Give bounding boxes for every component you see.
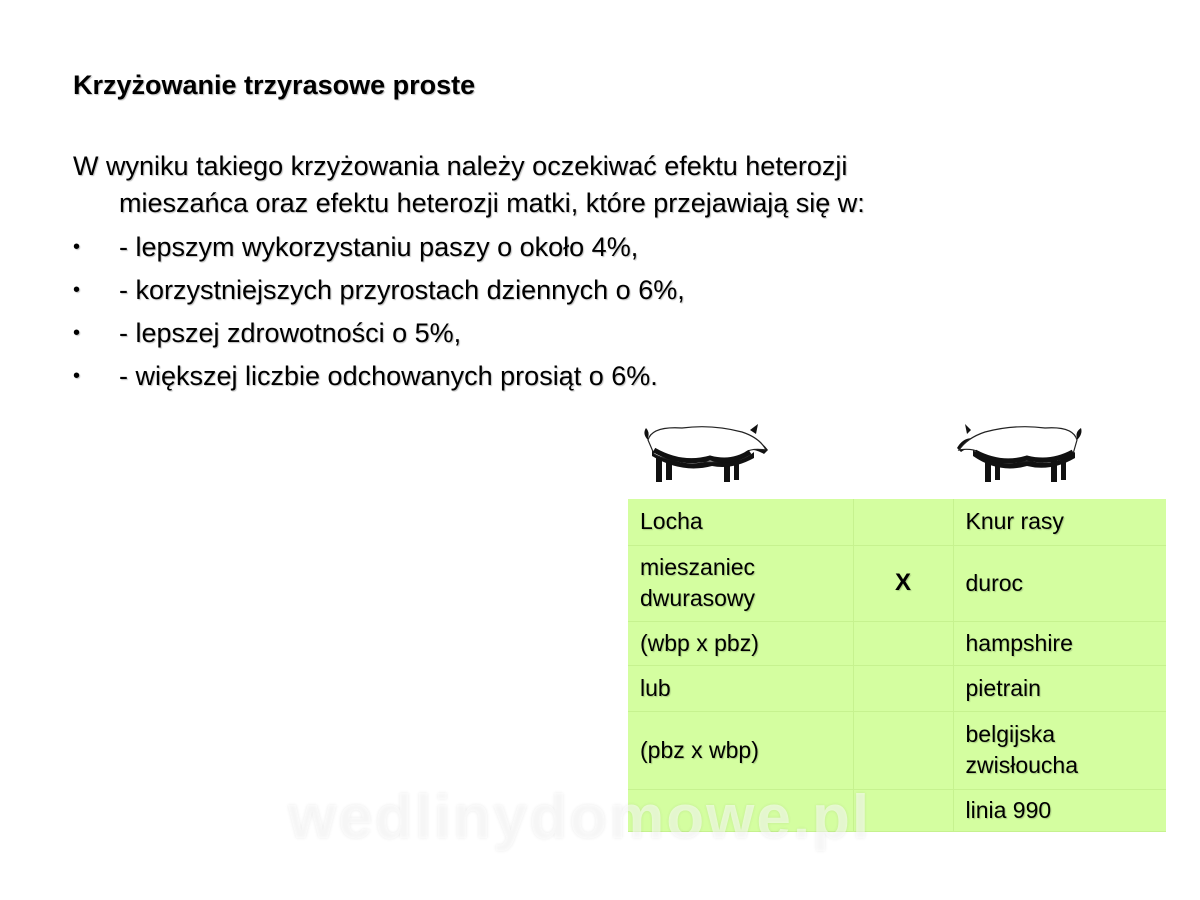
bullet-icon: • <box>73 279 81 301</box>
watermark: wedlinydomowe.pl <box>288 783 872 852</box>
table-row <box>628 711 1166 789</box>
list-item-text: - większej liczbie odchowanych prosiąt o 6%. <box>119 361 658 391</box>
list-item <box>73 361 685 404</box>
boar-cell: linia 990 <box>953 789 1166 831</box>
table-row <box>628 621 1166 665</box>
boar-cell: pietrain <box>953 665 1166 711</box>
bullet-icon: • <box>73 322 81 344</box>
boar-cell: duroc <box>953 545 1166 621</box>
table-row <box>628 499 1166 545</box>
intro-line-1: W wyniku takiego krzyżowania należy oczekiwać efektu heterozji <box>73 151 848 181</box>
list-item <box>73 232 685 275</box>
boar-cell: Knur rasy <box>953 499 1166 545</box>
spacer-cell <box>853 499 953 545</box>
spacer-cell <box>853 665 953 711</box>
intro-line-2: mieszańca oraz efektu heterozji matki, które przejawiają się w: <box>119 188 865 218</box>
table-row <box>628 665 1166 711</box>
list-item <box>73 318 685 361</box>
list-item-text: - lepszej zdrowotności o 5%, <box>119 318 462 348</box>
sow-cell: (wbp x pbz) <box>628 621 853 665</box>
boar-cell: hampshire <box>953 621 1166 665</box>
pig-icon <box>955 420 1085 486</box>
sow-cell: (pbz x wbp) <box>628 711 853 789</box>
benefits-list <box>73 232 685 404</box>
list-item <box>73 275 685 318</box>
spacer-cell <box>853 711 953 789</box>
list-item-text: - korzystniejszych przyrostach dziennych o 6%, <box>119 275 685 305</box>
sow-cell: Locha <box>628 499 853 545</box>
cross-symbol: X <box>853 545 953 621</box>
slide-title: Krzyżowanie trzyrasowe proste <box>73 70 476 100</box>
sow-cell: lub <box>628 665 853 711</box>
intro-paragraph <box>73 148 973 222</box>
table-row <box>628 545 1166 621</box>
sow-cell: mieszaniec dwurasowy <box>628 545 853 621</box>
bullet-icon: • <box>73 236 81 258</box>
boar-cell: belgijska zwisłoucha <box>953 711 1166 789</box>
list-item-text: - lepszym wykorzystaniu paszy o około 4%, <box>119 232 639 262</box>
bullet-icon: • <box>73 365 81 387</box>
pig-icon <box>642 420 772 486</box>
spacer-cell <box>853 621 953 665</box>
